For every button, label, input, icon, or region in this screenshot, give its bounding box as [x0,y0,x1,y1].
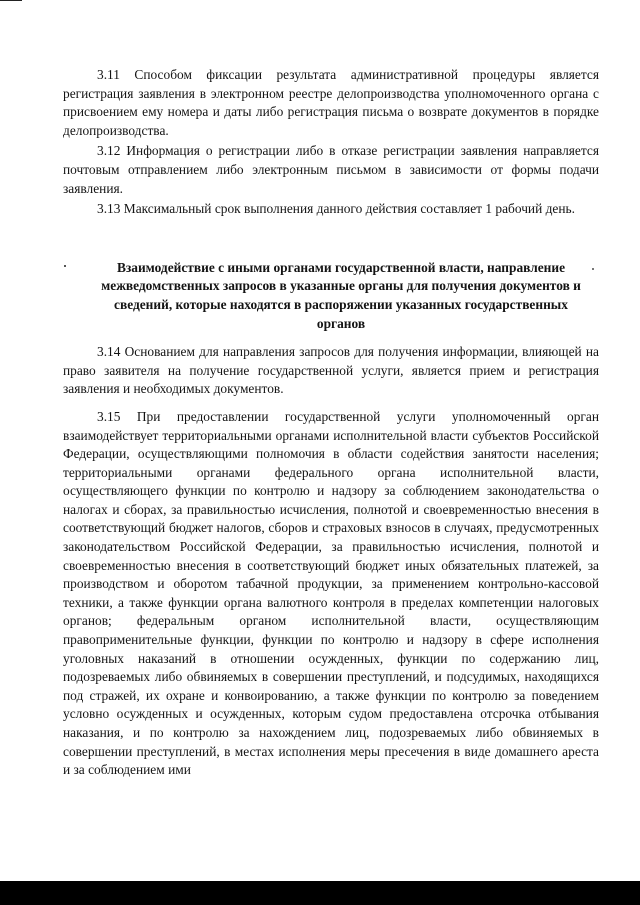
scan-bottom-edge [0,881,640,905]
paragraph-3-14: 3.14 Основанием для направления запросов для получения информации, влияющей на право заявителя на получение государственной услуги, является прием и регистрация заявления и необходимых документов. [63,344,599,397]
paragraph-3-15: 3.15 При предоставлении государственной услуги уполномоченный орган взаимодействует территориальными органами исполнительной власти субъектов Российской Федерации, осуществляющими полномочия в области содействия занятости населения; территориальными органами федерального органа исполнительной власти, осуществляющего функции по контролю и надзору за соблюдением законодательства о налогах и сборах, за правильностью исчисления, полнотой и своевременностью внесения в соответствующий бюджет налогов, сборов и страховых взносов в случаях, предусмотренных законодательством Российской Федерации, за правильностью исчисления, полнотой и своевременностью внесения в соответствующий бюджет иных обязательных платежей, за производством и оборотом табачной продукции, за применением контрольно-кассовой техники, а также функции органа валютного контроля в пределах компетенции налоговых органов; федеральным органом исполнительной власти, осуществляющим правоприменительные функции, функции по контролю и надзору в сфере исполнения уголовных наказаний в отношении осужденных, функции по содержанию лиц, подозреваемых либо обвиняемых в совершении преступлений, и подсудимых, находящихся под стражей, их охране и конвоированию, а также функции по контролю за поведением условно осужденных и осужденных, которым судом предоставлена отсрочка отбывания наказания, и по контролю за нахождением лиц, подозреваемых либо обвиняемых в совершении преступлений, в местах исполнения меры пресечения в виде домашнего ареста и за соблюдением ими [63,408,599,778]
scan-edge-mark [0,0,22,1]
paragraph-3-12: 3.12 Информация о регистрации либо в отказе регистрации заявления направляется почтовым отправлением либо электронным письмом в зависимости от формы подачи заявления. [63,143,599,196]
paragraph-3-13: 3.13 Максимальный срок выполнения данного действия составляет 1 рабочий день. [97,201,575,217]
document-body [63,66,599,780]
section-heading: Взаимодействие с иными органами государственной власти, направление межведомственных запросов в указанные органы для получения документов и сведений, которые находятся в распоряжении указанных государственных органов [101,259,581,331]
paragraph-3-11: 3.11 Способом фиксации результата административной процедуры является регистрация заявления в электронном реестре делопроизводства уполномоченного органа с присвоением ему номера и даты либо регистрация письма о возврате документов в порядке делопроизводства. [63,67,599,138]
